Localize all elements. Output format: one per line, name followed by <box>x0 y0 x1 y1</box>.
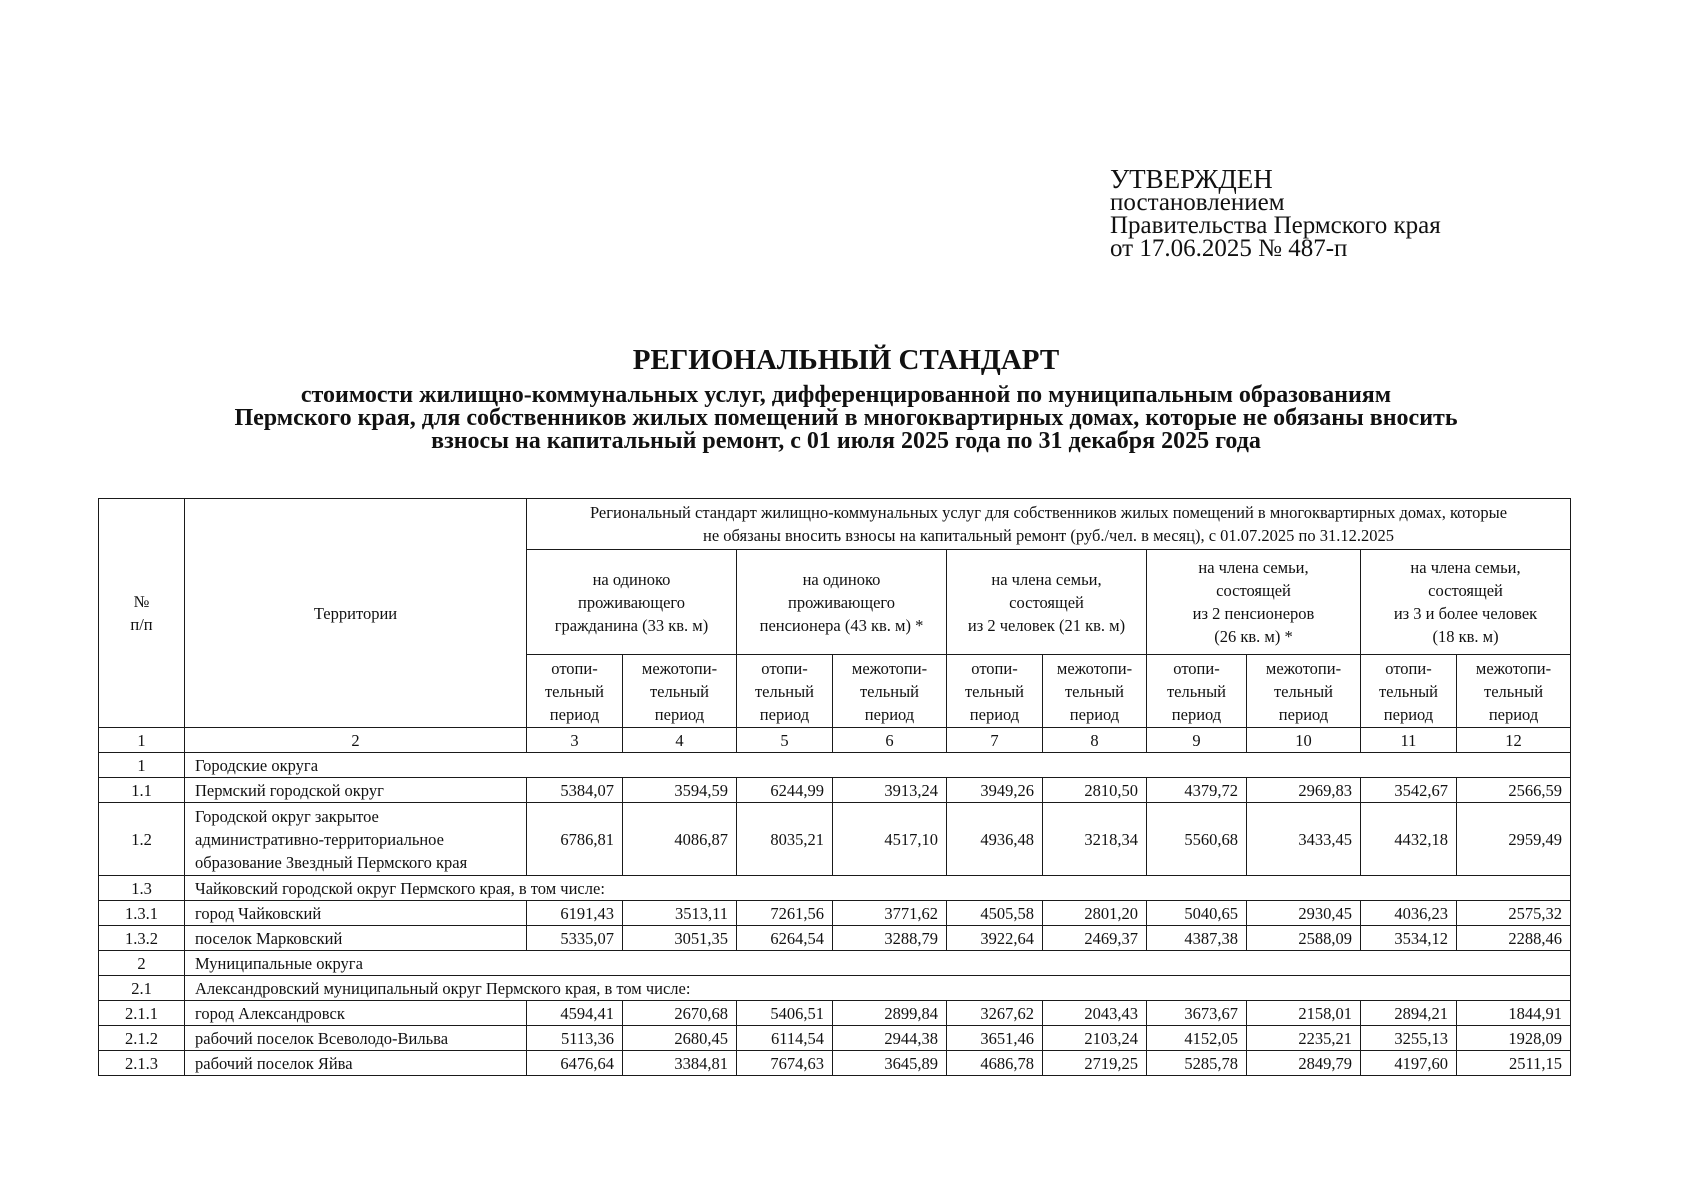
value-cell: 4036,23 <box>1361 901 1457 926</box>
territory-line: город Александровск <box>195 1003 345 1023</box>
column-number: 12 <box>1457 728 1571 753</box>
value-cell: 2969,83 <box>1247 778 1361 803</box>
header-group <box>1147 550 1361 655</box>
header-main-line: Региональный стандарт жилищно-коммунальных услуг для собственников жилых помещений в многоквартирных домах, которые <box>589 503 1508 522</box>
header-period-line: период <box>864 704 915 724</box>
header-period-line: период <box>1171 704 1222 724</box>
approval-stamp <box>1110 164 1441 262</box>
value-cell: 3255,13 <box>1361 1026 1457 1051</box>
table-row <box>99 901 1571 926</box>
row-num: 1.2 <box>99 803 185 876</box>
header-period-line: межотопи- <box>851 658 928 678</box>
value-cell: 2930,45 <box>1247 901 1361 926</box>
territory-name <box>185 803 527 876</box>
column-number: 11 <box>1361 728 1457 753</box>
value-cell: 2801,20 <box>1043 901 1147 926</box>
header-period-line: межотопи- <box>1265 658 1342 678</box>
header-heating-period <box>1147 655 1247 728</box>
value-cell: 2680,45 <box>623 1026 737 1051</box>
row-num: 1.3.1 <box>99 901 185 926</box>
value-cell: 2235,21 <box>1247 1026 1361 1051</box>
header-period-line: тельный <box>1378 681 1439 701</box>
header-group-line: гражданина (33 кв. м) <box>554 615 709 635</box>
header-group-line: состоящей <box>1009 592 1084 612</box>
header-nonheating-period <box>1457 655 1571 728</box>
value-cell: 3513,11 <box>623 901 737 926</box>
header-main-line: не обязаны вносить взносы на капитальный ремонт (руб./чел. в месяц), с 01.07.2025 по 31.12.2025 <box>703 526 1395 545</box>
value-cell: 4505,58 <box>947 901 1043 926</box>
territory-line: рабочий поселок Яйва <box>195 1053 353 1073</box>
column-number: 9 <box>1147 728 1247 753</box>
row-num: 2.1.2 <box>99 1026 185 1051</box>
value-cell: 3288,79 <box>833 926 947 951</box>
column-number: 5 <box>737 728 833 753</box>
header-period-line: отопи- <box>1173 658 1220 678</box>
value-cell: 3645,89 <box>833 1051 947 1076</box>
value-cell: 3673,67 <box>1147 1001 1247 1026</box>
header-main <box>527 499 1571 550</box>
header-group <box>947 550 1147 655</box>
value-cell: 2588,09 <box>1247 926 1361 951</box>
value-cell: 5384,07 <box>527 778 623 803</box>
column-number: 7 <box>947 728 1043 753</box>
header-num-line: п/п <box>130 615 153 634</box>
value-cell: 2959,49 <box>1457 803 1571 876</box>
table-row <box>99 778 1571 803</box>
value-cell: 3771,62 <box>833 901 947 926</box>
section-label: Городские округа <box>185 753 1571 778</box>
column-number: 1 <box>99 728 185 753</box>
header-period-line: период <box>654 704 705 724</box>
header-period-line: тельный <box>649 681 710 701</box>
value-cell: 7261,56 <box>737 901 833 926</box>
value-cell: 3651,46 <box>947 1026 1043 1051</box>
section-label: Александровский муниципальный округ Пермского края, в том числе: <box>185 976 1571 1001</box>
document-title: РЕГИОНАЛЬНЫЙ СТАНДАРТ <box>632 344 1060 376</box>
value-cell: 2158,01 <box>1247 1001 1361 1026</box>
territory-line: рабочий поселок Всеволодо-Вильва <box>195 1028 449 1048</box>
table-row <box>99 1051 1571 1076</box>
header-group-line: (26 кв. м) * <box>1214 627 1293 646</box>
value-cell: 4379,72 <box>1147 778 1247 803</box>
table-header <box>99 499 1571 753</box>
section-row <box>99 951 1571 976</box>
value-cell: 2288,46 <box>1457 926 1571 951</box>
territory-name <box>185 926 527 951</box>
approval-line: УТВЕРЖДЕН <box>1110 164 1273 194</box>
value-cell: 5560,68 <box>1147 803 1247 876</box>
section-row <box>99 753 1571 778</box>
header-num-line: № <box>133 592 150 611</box>
territory-line: образование Звездный Пермского края <box>195 852 468 872</box>
territory-name <box>185 778 527 803</box>
value-cell: 3218,34 <box>1043 803 1147 876</box>
territory-line: город Чайковский <box>195 903 322 923</box>
row-num: 2.1.1 <box>99 1001 185 1026</box>
column-numbers-row <box>99 728 1571 753</box>
header-period-line: межотопи- <box>641 658 718 678</box>
territory-line: Пермский городской округ <box>195 780 384 800</box>
column-number: 3 <box>527 728 623 753</box>
header-group-line: из 3 и более человек <box>1393 604 1538 623</box>
header-group-line: на одиноко <box>802 569 881 589</box>
header-group <box>737 550 947 655</box>
value-cell: 3594,59 <box>623 778 737 803</box>
value-cell: 5285,78 <box>1147 1051 1247 1076</box>
header-group-line: состоящей <box>1216 581 1291 600</box>
header-group-line: на члена семьи, <box>991 569 1102 589</box>
territory-line: поселок Марковский <box>195 928 343 948</box>
table-body <box>99 753 1571 1076</box>
row-num: 1 <box>99 753 185 778</box>
value-cell: 2511,15 <box>1457 1051 1571 1076</box>
header-group-line: на члена семьи, <box>1410 558 1521 577</box>
header-group-line: из 2 пенсионеров <box>1192 604 1315 623</box>
row-num: 2.1.3 <box>99 1051 185 1076</box>
header-group-line: проживающего <box>787 592 895 612</box>
value-cell: 4432,18 <box>1361 803 1457 876</box>
value-cell: 6264,54 <box>737 926 833 951</box>
header-group-line: состоящей <box>1428 581 1503 600</box>
value-cell: 6244,99 <box>737 778 833 803</box>
header-group-line: (18 кв. м) <box>1432 627 1499 646</box>
header-territory: Территории <box>185 499 527 728</box>
value-cell: 2566,59 <box>1457 778 1571 803</box>
value-cell: 1844,91 <box>1457 1001 1571 1026</box>
value-cell: 4086,87 <box>623 803 737 876</box>
header-group-line: на одиноко <box>592 569 671 589</box>
value-cell: 6114,54 <box>737 1026 833 1051</box>
header-period-line: межотопи- <box>1475 658 1552 678</box>
section-row <box>99 976 1571 1001</box>
value-cell: 5335,07 <box>527 926 623 951</box>
value-cell: 2575,32 <box>1457 901 1571 926</box>
header-period-line: период <box>549 704 600 724</box>
header-nonheating-period <box>1247 655 1361 728</box>
value-cell: 3267,62 <box>947 1001 1043 1026</box>
standards-table <box>98 498 1571 1076</box>
value-cell: 4686,78 <box>947 1051 1043 1076</box>
value-cell: 3922,64 <box>947 926 1043 951</box>
row-num: 1.3 <box>99 876 185 901</box>
territory-name <box>185 1026 527 1051</box>
value-cell: 8035,21 <box>737 803 833 876</box>
row-num: 2 <box>99 951 185 976</box>
header-period-line: тельный <box>859 681 920 701</box>
header-period-line: межотопи- <box>1056 658 1133 678</box>
value-cell: 3051,35 <box>623 926 737 951</box>
header-group-line: пенсионера (43 кв. м) * <box>759 615 924 635</box>
header-group <box>527 550 737 655</box>
header-period-line: тельный <box>1166 681 1227 701</box>
table-row <box>99 1001 1571 1026</box>
column-number: 8 <box>1043 728 1147 753</box>
column-number: 4 <box>623 728 737 753</box>
territory-line: административно-территориальное <box>195 829 444 849</box>
header-period-line: тельный <box>754 681 815 701</box>
header-nonheating-period <box>1043 655 1147 728</box>
value-cell: 5406,51 <box>737 1001 833 1026</box>
header-num <box>99 499 185 728</box>
value-cell: 3534,12 <box>1361 926 1457 951</box>
header-group-line: из 2 человек (21 кв. м) <box>967 615 1126 635</box>
approval-line: постановлением <box>1110 189 1285 216</box>
header-heating-period <box>947 655 1043 728</box>
table-row <box>99 803 1571 876</box>
header-group <box>1361 550 1571 655</box>
header-heating-period <box>1361 655 1457 728</box>
value-cell: 2103,24 <box>1043 1026 1147 1051</box>
value-cell: 4936,48 <box>947 803 1043 876</box>
header-nonheating-period <box>833 655 947 728</box>
header-period-line: период <box>969 704 1020 724</box>
header-period-line: отопи- <box>971 658 1018 678</box>
value-cell: 4517,10 <box>833 803 947 876</box>
header-period-line: отопи- <box>1385 658 1432 678</box>
header-period-line: тельный <box>1273 681 1334 701</box>
header-period-line: период <box>1278 704 1329 724</box>
value-cell: 3384,81 <box>623 1051 737 1076</box>
column-number: 2 <box>185 728 527 753</box>
value-cell: 4594,41 <box>527 1001 623 1026</box>
value-cell: 1928,09 <box>1457 1026 1571 1051</box>
value-cell: 4152,05 <box>1147 1026 1247 1051</box>
column-number: 10 <box>1247 728 1361 753</box>
header-period-line: отопи- <box>551 658 598 678</box>
value-cell: 4387,38 <box>1147 926 1247 951</box>
territory-name <box>185 1001 527 1026</box>
row-num: 1.3.2 <box>99 926 185 951</box>
value-cell: 3913,24 <box>833 778 947 803</box>
header-period-line: отопи- <box>761 658 808 678</box>
value-cell: 3433,45 <box>1247 803 1361 876</box>
subtitle-line: стоимости жилищно-коммунальных услуг, дифференцированной по муниципальным образованиям <box>300 382 1392 408</box>
header-period-line: период <box>1488 704 1539 724</box>
value-cell: 5113,36 <box>527 1026 623 1051</box>
value-cell: 2944,38 <box>833 1026 947 1051</box>
value-cell: 6786,81 <box>527 803 623 876</box>
value-cell: 6191,43 <box>527 901 623 926</box>
territory-line: Городской округ закрытое <box>195 806 379 826</box>
subtitle-line: взносы на капитальный ремонт, с 01 июля 2025 года по 31 декабря 2025 года <box>431 428 1261 454</box>
value-cell: 2469,37 <box>1043 926 1147 951</box>
header-nonheating-period <box>623 655 737 728</box>
approval-line: Правительства Пермского края <box>1110 212 1441 239</box>
document-subtitle <box>100 384 1592 453</box>
section-label: Муниципальные округа <box>185 951 1571 976</box>
value-cell: 3949,26 <box>947 778 1043 803</box>
row-num: 1.1 <box>99 778 185 803</box>
value-cell: 2670,68 <box>623 1001 737 1026</box>
header-period-line: тельный <box>544 681 605 701</box>
header-period-line: тельный <box>1483 681 1544 701</box>
section-label: Чайковский городской округ Пермского края, в том числе: <box>185 876 1571 901</box>
header-period-line: тельный <box>1064 681 1125 701</box>
value-cell: 6476,64 <box>527 1051 623 1076</box>
territory-name <box>185 1051 527 1076</box>
subtitle-line: Пермского края, для собственников жилых помещений в многоквартирных домах, которые не обязаны вносить <box>234 405 1458 431</box>
column-number: 6 <box>833 728 947 753</box>
value-cell: 2894,21 <box>1361 1001 1457 1026</box>
value-cell: 7674,63 <box>737 1051 833 1076</box>
value-cell: 3542,67 <box>1361 778 1457 803</box>
header-period-line: период <box>1383 704 1434 724</box>
table-row <box>99 1026 1571 1051</box>
header-heating-period <box>527 655 623 728</box>
value-cell: 4197,60 <box>1361 1051 1457 1076</box>
header-group-line: на члена семьи, <box>1198 558 1309 577</box>
header-group-line: проживающего <box>577 592 685 612</box>
table-row <box>99 926 1571 951</box>
section-row <box>99 876 1571 901</box>
territory-name <box>185 901 527 926</box>
approval-line: от 17.06.2025 № 487-п <box>1110 235 1348 262</box>
header-period-line: период <box>759 704 810 724</box>
value-cell: 2810,50 <box>1043 778 1147 803</box>
value-cell: 2899,84 <box>833 1001 947 1026</box>
value-cell: 2719,25 <box>1043 1051 1147 1076</box>
header-heating-period <box>737 655 833 728</box>
row-num: 2.1 <box>99 976 185 1001</box>
header-period-line: тельный <box>964 681 1025 701</box>
value-cell: 2849,79 <box>1247 1051 1361 1076</box>
value-cell: 2043,43 <box>1043 1001 1147 1026</box>
header-period-line: период <box>1069 704 1120 724</box>
value-cell: 5040,65 <box>1147 901 1247 926</box>
